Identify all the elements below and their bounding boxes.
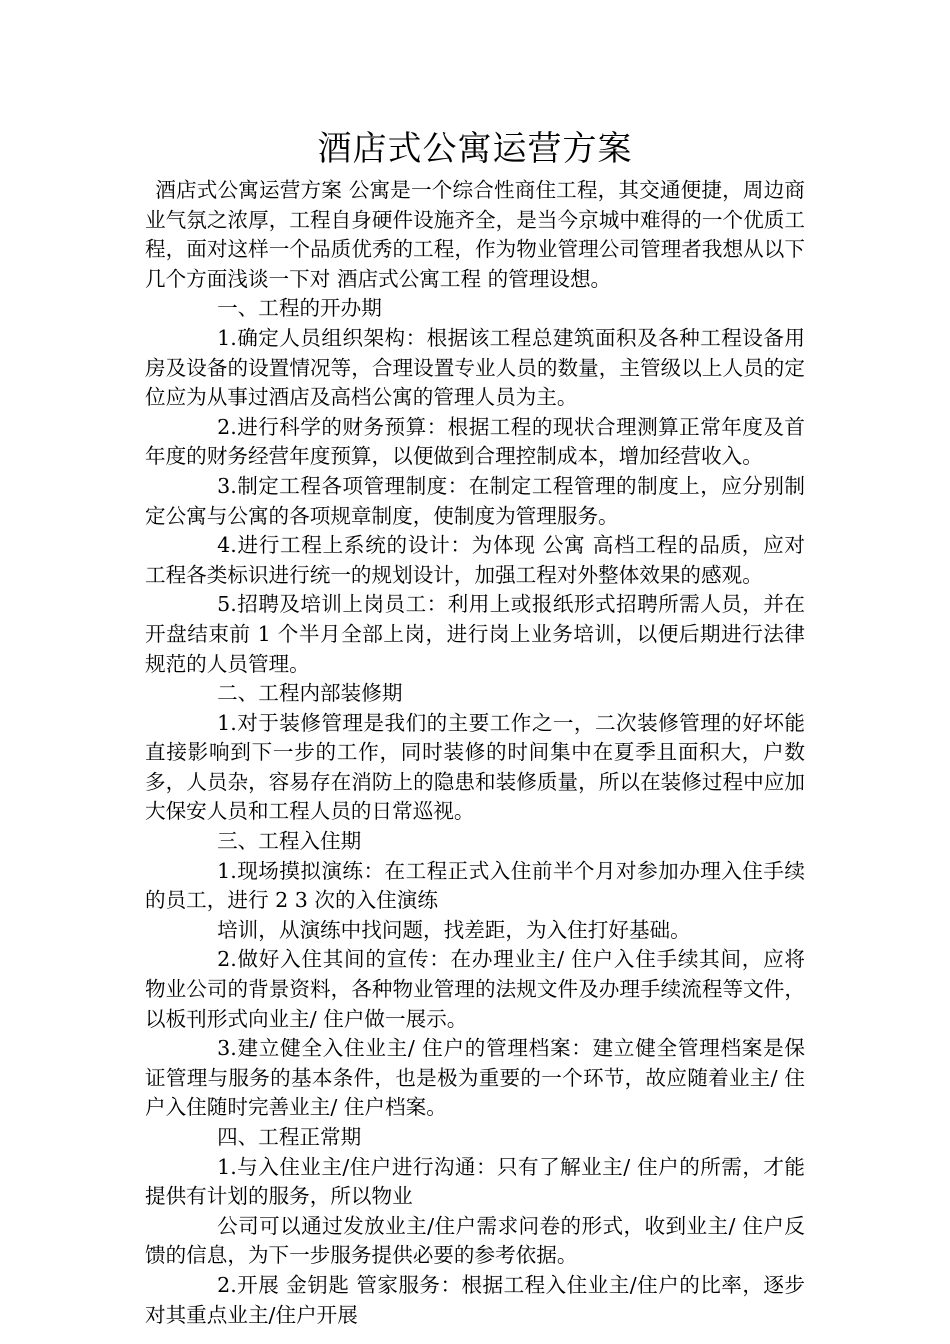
paragraph: 3.制定工程各项管理制度：在制定工程管理的制度上，应分别制定公寓与公寓的各项规章制度，使制度为管理服务。 (145, 473, 805, 528)
paragraph: 3.建立健全入住业主/ 住户的管理档案：建立健全管理档案是保证管理与服务的基本条件，也是极为重要的一个环节，故应随着业主/ 住户入住随时完善业主/ 住户档案。 (145, 1036, 805, 1120)
section-heading-4: 四、工程正常期 (217, 1125, 362, 1149)
paragraph-continuation: 公司可以通过发放业主/住户需求问卷的形式，收到业主/ 住户反馈的信息，为下一步服务提供必要的参考依据。 (145, 1213, 805, 1268)
intro-paragraph: 酒店式公寓运营方案 公寓是一个综合性商住工程，其交通便捷，周边商业气氛之浓厚，工程自身硬件设施齐全，是当今京城中难得的一个优质工程，面对这样一个品质优秀的工程，作为物业管理公司管理者我想从以下几个方面浅谈一下对 酒店式公寓工程 的管理设想。 (145, 178, 805, 291)
paragraph: 1.与入住业主/住户进行沟通：只有了解业主/ 住户的所需，才能提供有计划的服务，所以物业 (145, 1154, 805, 1209)
paragraph: 1.现场摸拟演练：在工程正式入住前半个月对参加办理入住手续的员工，进行 2 3 次的入住演练 (145, 858, 805, 913)
paragraph: 2.做好入住其间的宣传：在办理业主/ 住户入住手续其间，应将物业公司的背景资料，各种物业管理的法规文件及办理手续流程等文件，以板刊形式向业主/ 住户做一展示。 (145, 947, 805, 1031)
document-title: 酒店式公寓运营方案 (317, 129, 633, 169)
paragraph: 4.进行工程上系统的设计：为体现 公寓 高档工程的品质，应对工程各类标识进行统一的规划设计，加强工程对外整体效果的感观。 (145, 533, 805, 587)
paragraph: 2.进行科学的财务预算：根据工程的现状合理测算正常年度及首年度的财务经营年度预算，以便做到合理控制成本，增加经营收入。 (145, 414, 805, 469)
section-heading-3: 三、工程入住期 (217, 829, 362, 854)
paragraph: 2.开展 金钥匙 管家服务：根据工程入住业主/住户的比率，逐步对其重点业主/住户开展 (145, 1272, 805, 1327)
paragraph: 1.对于装修管理是我们的主要工作之一，二次装修管理的好坏能直接影响到下一步的工作，同时装修的时间集中在夏季且面积大，户数多，人员杂，容易存在消防上的隐患和装修质量，所以在装修过程中应加大保安人员和工程人员的日常巡视。 (145, 710, 805, 824)
document-body (145, 176, 805, 1330)
paragraph: 5.招聘及培训上岗员工：利用上或报纸形式招聘所需人员，并在开盘结束前 1 个半月全部上岗，进行岗上业务培训，以便后期进行法律规范的人员管理。 (145, 592, 805, 676)
paragraph: 1.确定人员组织架构：根据该工程总建筑面积及各种工程设备用房及设备的设置情况等，合理设置专业人员的数量，主管级以上人员的定位应为从事过酒店及高档公寓的管理人员为主。 (145, 325, 805, 410)
paragraph-continuation: 培训，从演练中找问题，找差距，为入住打好基础。 (217, 917, 691, 942)
section-heading-2: 二、工程内部装修期 (217, 681, 403, 706)
section-heading-1: 一、工程的开办期 (217, 296, 382, 321)
